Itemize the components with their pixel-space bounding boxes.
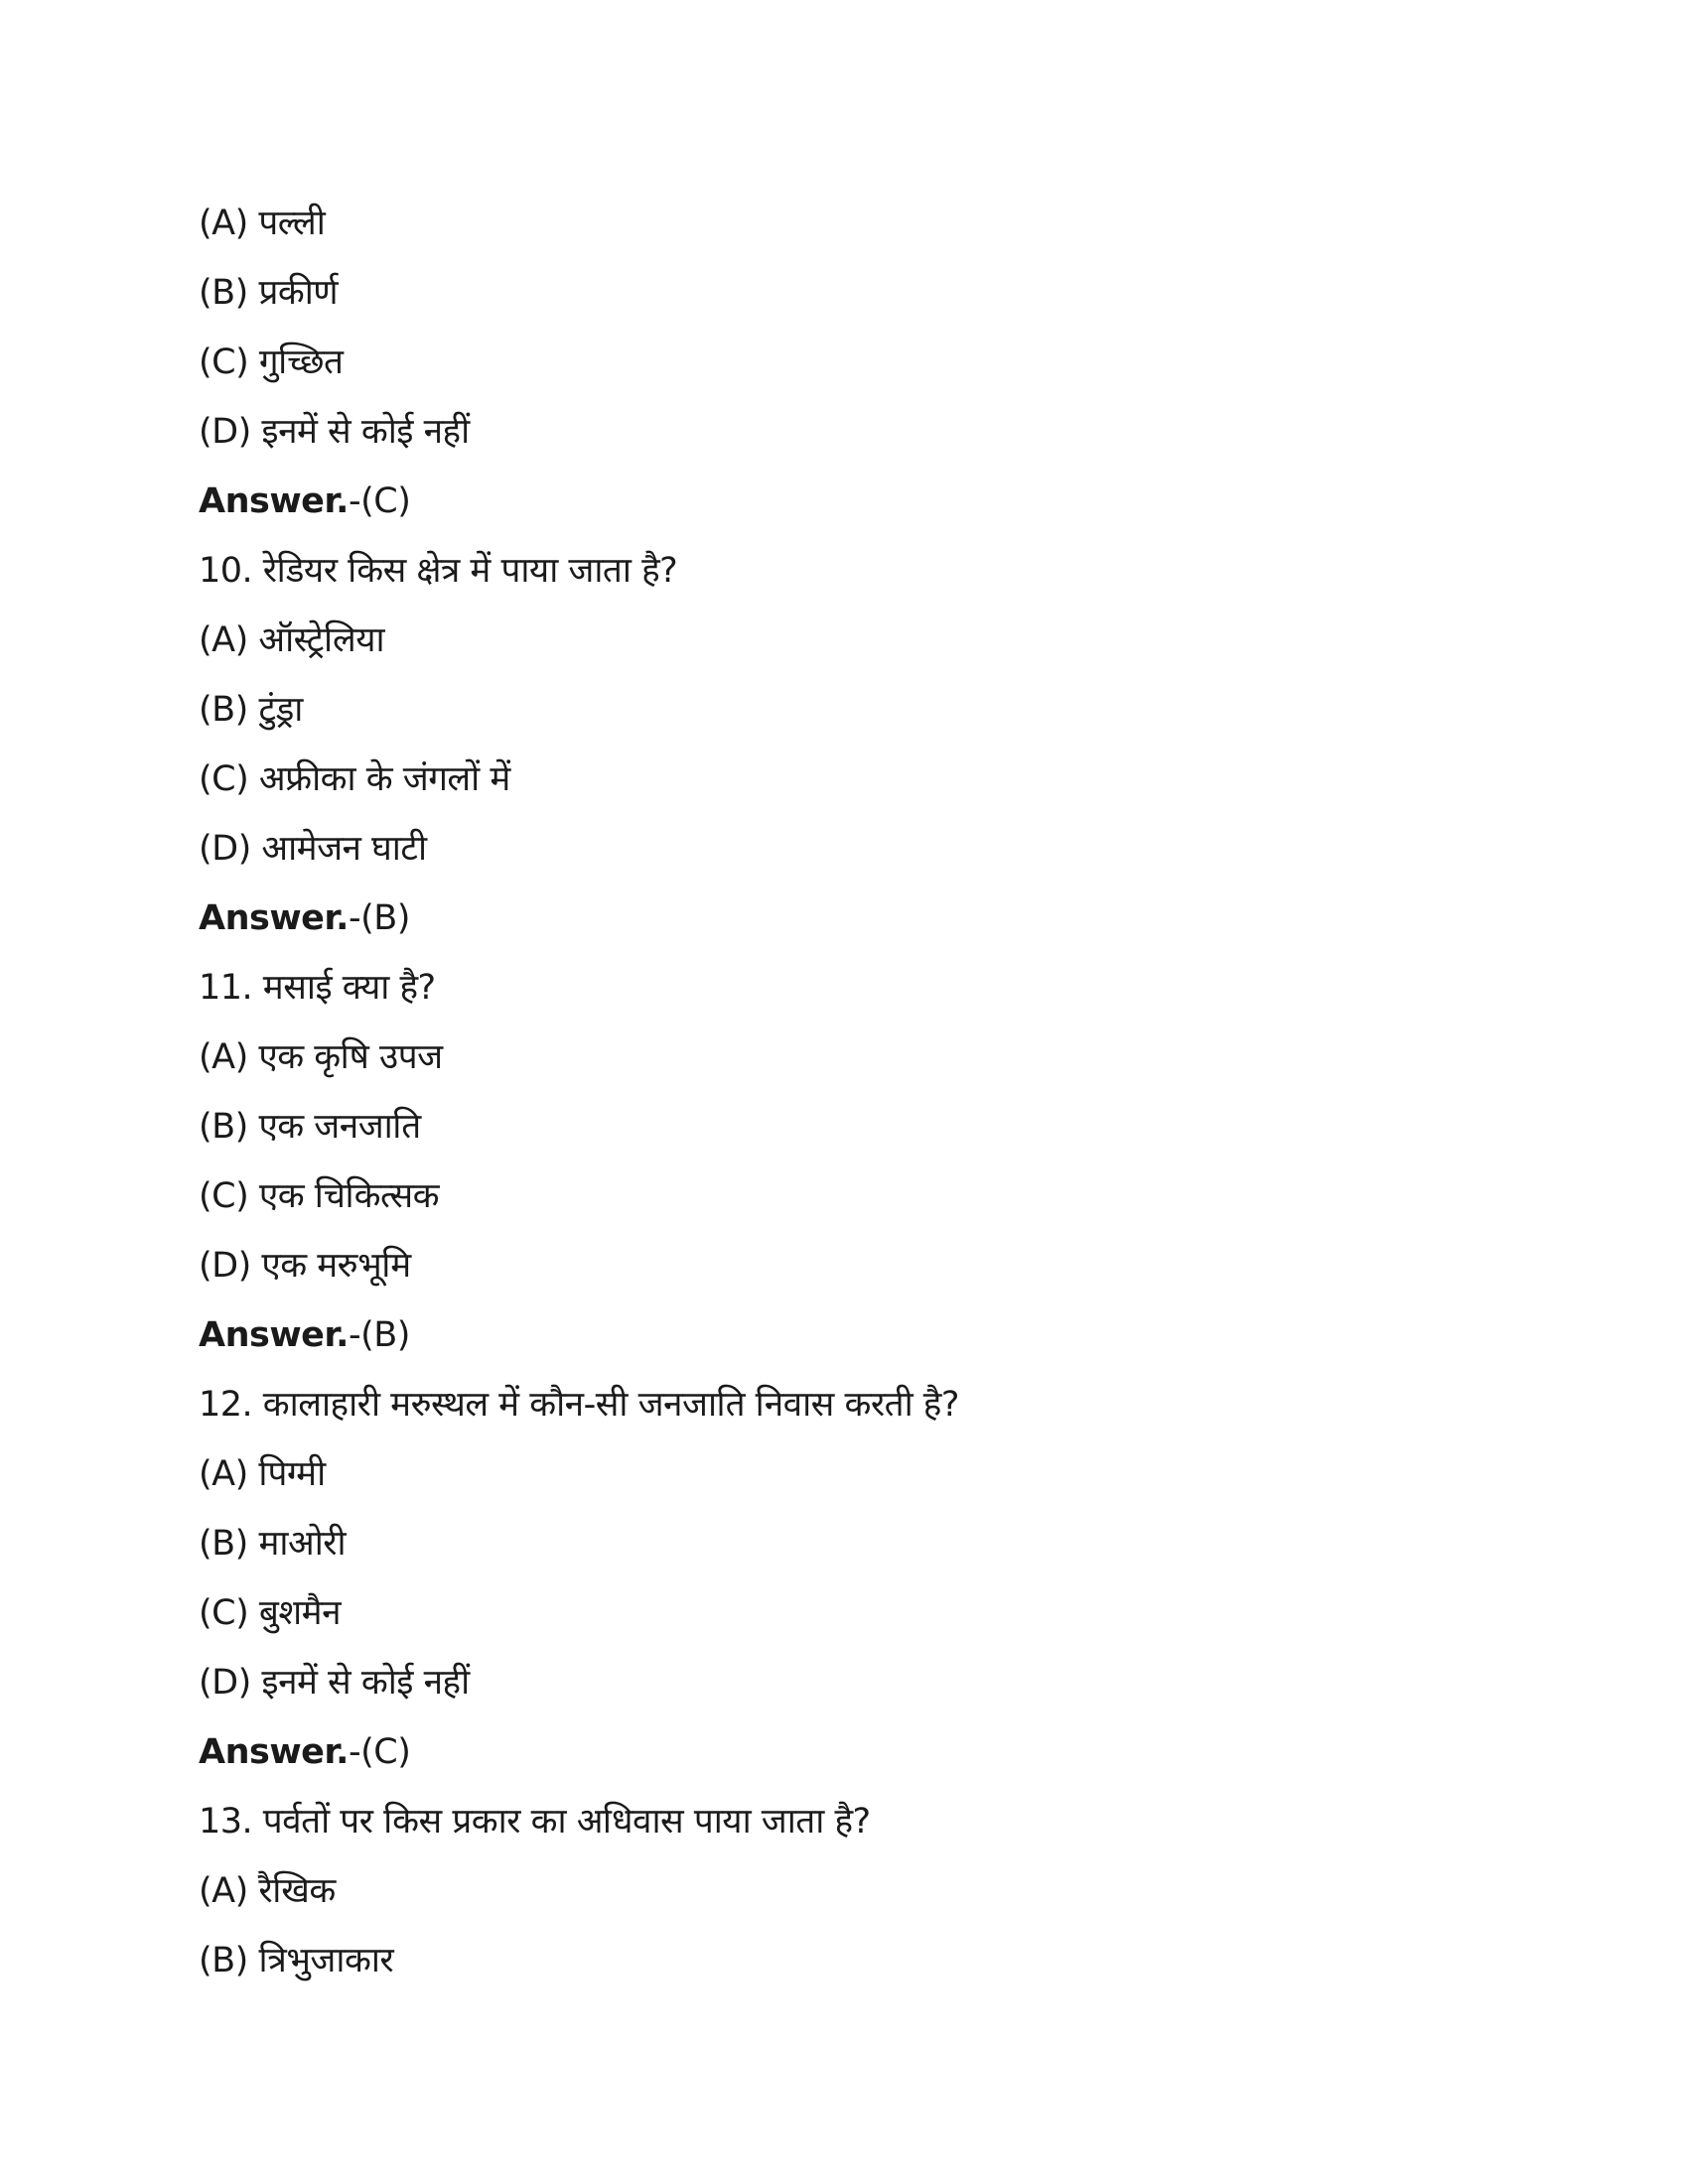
option-line: (D) इनमें से कोई नहीं xyxy=(199,1663,470,1703)
answer-label: Answer. xyxy=(199,898,349,938)
answer-line xyxy=(199,884,1489,953)
option-line: (B) एक जनजाति xyxy=(199,1107,421,1147)
answer-value: -(B) xyxy=(348,898,410,938)
option-line: (B) टुंड्रा xyxy=(199,690,303,730)
option-line: (C) गुच्छित xyxy=(199,342,344,382)
answer-value: -(C) xyxy=(348,1732,411,1772)
option-line: (C) बुशमैन xyxy=(199,1593,342,1633)
option-line: (A) एक कृषि उपज xyxy=(199,1037,443,1077)
question-text: 10. रेडियर किस क्षेत्र में पाया जाता है? xyxy=(199,551,678,591)
document-page xyxy=(199,189,1489,1995)
answer-value: -(C) xyxy=(348,481,411,521)
answer-line xyxy=(199,1717,1489,1787)
answer-label: Answer. xyxy=(199,1732,349,1772)
option-line: (D) इनमें से कोई नहीं xyxy=(199,412,470,452)
question-text: 13. पर्वतों पर किस प्रकार का अधिवास पाया जाता है? xyxy=(199,1802,871,1842)
option-line: (D) एक मरुभूमि xyxy=(199,1246,411,1286)
option-line: (C) अफ्रीका के जंगलों में xyxy=(199,759,510,799)
question-text: 12. कालाहारी मरुस्थल में कौन-सी जनजाति निवास करती है? xyxy=(199,1385,959,1425)
option-line: (B) माओरी xyxy=(199,1524,347,1564)
option-line: (A) ऑस्ट्रेलिया xyxy=(199,620,385,660)
answer-label: Answer. xyxy=(199,481,349,521)
option-line: (A) पल्ली xyxy=(199,204,326,243)
option-line: (C) एक चिकित्सक xyxy=(199,1176,440,1216)
answer-label: Answer. xyxy=(199,1315,349,1355)
option-line: (B) त्रिभुजाकार xyxy=(199,1941,394,1980)
option-line: (A) रैखिक xyxy=(199,1871,336,1911)
option-line: (A) पिग्मी xyxy=(199,1454,326,1494)
answer-line xyxy=(199,1300,1489,1370)
answer-line xyxy=(199,467,1489,536)
option-line: (D) आमेजन घाटी xyxy=(199,829,427,869)
answer-value: -(B) xyxy=(348,1315,410,1355)
question-text: 11. मसाई क्या है? xyxy=(199,968,436,1008)
option-line: (B) प्रकीर्ण xyxy=(199,273,339,313)
